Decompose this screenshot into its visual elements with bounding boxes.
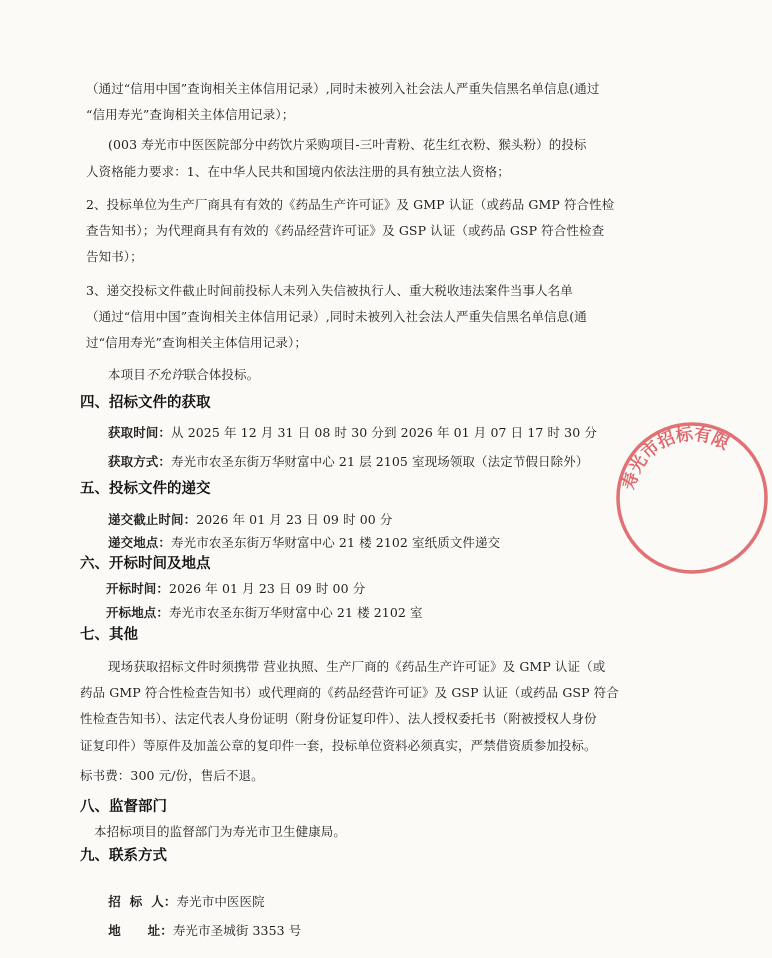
text-line: 现场获取招标文件时须携带 营业执照、生产厂商的《药品生产许可证》及 GMP 认证（或 [108, 659, 606, 674]
official-seal [612, 418, 772, 578]
field-label: 地 址： [108, 923, 173, 938]
field-value: 2026 年 01 月 23 日 09 时 00 分 [169, 581, 366, 596]
text-line: 2、投标单位为生产厂商具有有效的《药品生产许可证》及 GMP 认证（或药品 GMP 符合性检 [86, 197, 615, 212]
field-row [108, 453, 588, 471]
seal-text: 寿光市招标有限 [619, 424, 733, 492]
section-heading: 四、招标文件的获取 [80, 395, 211, 411]
text-line: (003 寿光市中医医院部分中药饮片采购项目-三叶青粉、花生红衣粉、猴头粉）的投标 [108, 137, 587, 152]
field-label: 获取方式： [108, 454, 172, 469]
section-heading: 九、联系方式 [80, 848, 167, 864]
field-value: 寿光市农圣东街万华财富中心 21 楼 2102 室纸质文件递交 [171, 535, 501, 550]
text-segment-italic: 不允许 [145, 367, 184, 382]
field-row [108, 534, 500, 552]
text-line: 药品 GMP 符合性检查告知书）或代理商的《药品经营许可证》及 GSP 认证（或药品 GSP 符合 [80, 685, 619, 700]
field-value: 2026 年 01 月 23 日 09 时 00 分 [196, 512, 393, 527]
text-segment: 联合体投标。 [183, 367, 260, 382]
field-label: 招 标 人： [108, 894, 177, 909]
text-line [108, 366, 259, 384]
field-row [106, 580, 365, 598]
text-line: 本招标项目的监督部门为寿光市卫生健康局。 [94, 824, 347, 839]
text-segment: 本项目 [108, 367, 146, 382]
field-label: 开标时间： [106, 581, 170, 596]
field-value: 寿光市中医医院 [176, 894, 265, 909]
text-line: 证复印件）等原件及加盖公章的复印件一套，投标单位资料必须真实，严禁借资质参加投标。 [80, 738, 597, 753]
field-row [92, 904, 301, 958]
text-line: 人资格能力要求：1、在中华人民共和国境内依法注册的具有独立法人资格； [86, 164, 510, 179]
text-line: “信用寿光”查询相关主体信用记录）； [86, 107, 295, 122]
text-line: 查告知书）；为代理商具有有效的《药品经营许可证》及 GSP 认证（或药品 GSP 符合性检查 [86, 223, 605, 238]
text-line: 标书费：300 元/份，售后不退。 [80, 768, 264, 783]
field-row [108, 511, 393, 529]
field-value: 寿光市农圣东街万华财富中心 21 楼 2102 室 [169, 605, 423, 620]
field-row [108, 424, 597, 442]
section-heading: 八、监督部门 [80, 799, 167, 815]
field-label: 开标地点： [106, 605, 170, 620]
field-row [106, 604, 423, 622]
text-line: （通过“信用中国”查询相关主体信用记录）,同时未被列入社会法人严重失信黑名单信息(通过 [86, 81, 600, 96]
seal-ring [618, 424, 766, 572]
text-line: （通过“信用中国”查询相关主体信用记录）,同时未被列入社会法人严重失信黑名单信息(通 [86, 309, 587, 324]
text-line: 性检查告知书）、法定代表人身份证明（附身份证复印件）、法人授权委托书（附被授权人身份 [80, 711, 597, 726]
field-label: 递交截止时间： [108, 512, 197, 527]
field-label: 获取时间： [108, 425, 172, 440]
text-line: 3、递交投标文件截止时间前投标人未列入失信被执行人、重大税收违法案件当事人名单 [86, 283, 573, 298]
section-heading: 七、其他 [80, 627, 138, 643]
text-line: 告知书）； [86, 249, 143, 264]
field-value: 寿光市农圣东街万华财富中心 21 层 2105 室现场领取（法定节假日除外） [171, 454, 589, 469]
section-heading: 五、投标文件的递交 [80, 481, 211, 497]
field-value: 从 2025 年 12 月 31 日 08 时 30 分到 2026 年 01 月 07 日 17 时 30 分 [171, 425, 597, 440]
text-line: 过“信用寿光”查询相关主体信用记录）； [86, 335, 307, 350]
field-value: 寿光市圣城街 3353 号 [172, 923, 302, 938]
field-label: 递交地点： [108, 535, 172, 550]
section-heading: 六、开标时间及地点 [80, 556, 211, 572]
